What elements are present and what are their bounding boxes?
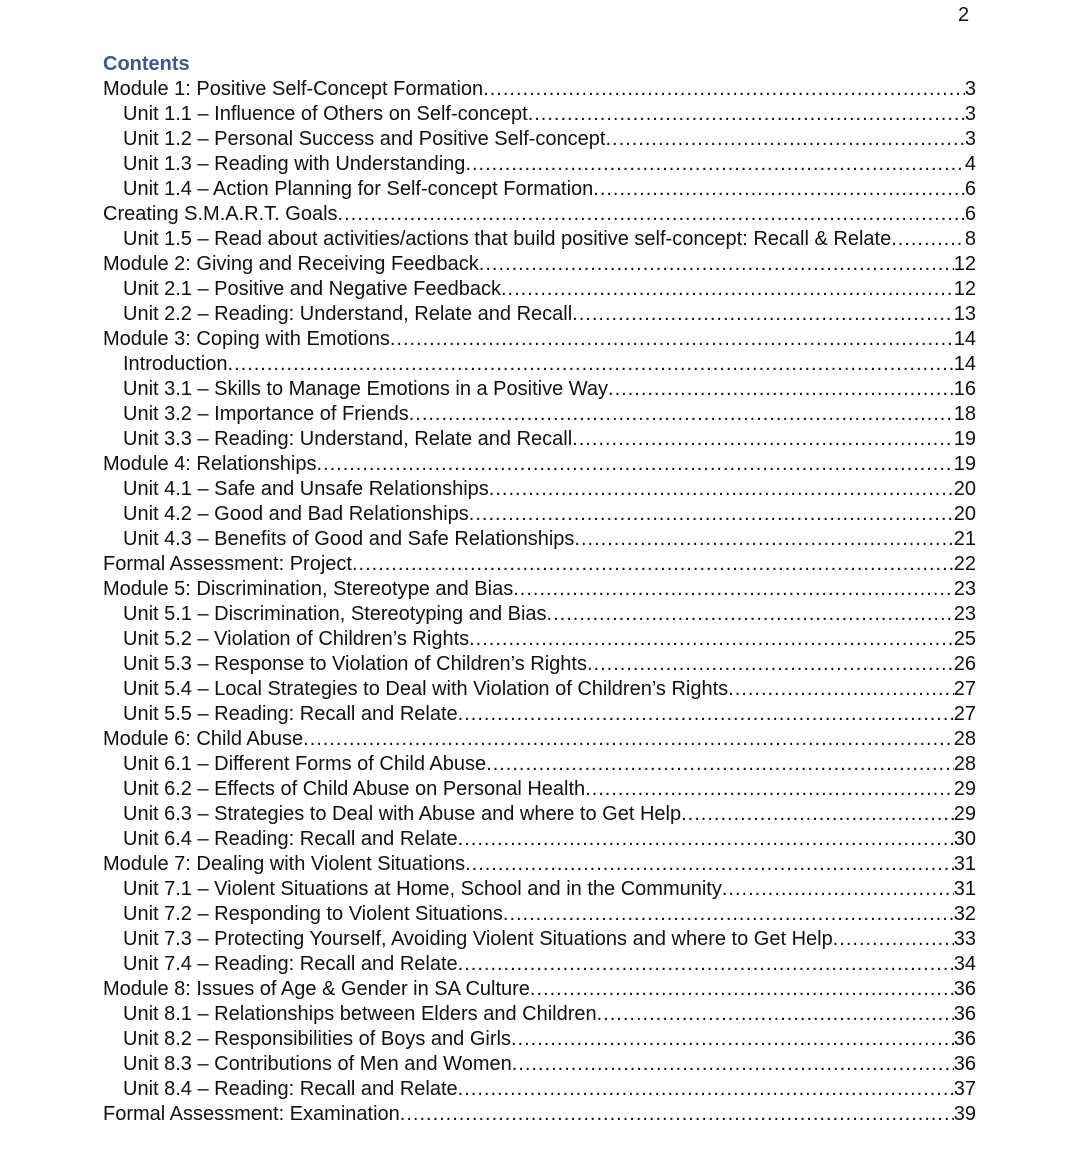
toc-dot-leader [574,527,953,552]
toc-unit-entry[interactable] [103,527,976,552]
toc-dot-leader [316,452,953,477]
toc-entry-page: 29 [953,778,976,800]
toc-entry-page: 3 [964,103,976,125]
toc-entry-page: 12 [953,253,976,275]
toc-dot-leader [501,277,954,302]
toc-unit-entry[interactable] [103,677,976,702]
toc-dot-leader [503,902,954,927]
toc-entry-page: 36 [953,1053,976,1075]
toc-unit-entry[interactable] [103,1077,976,1102]
toc-entry-title: Introduction [123,353,228,375]
toc-entry-title: Unit 7.1 – Violent Situations at Home, School and in the Community [123,878,722,900]
toc-entry-page: 12 [953,278,976,300]
toc-dot-leader [681,802,954,827]
toc-dot-leader [608,377,954,402]
toc-dot-leader [528,102,965,127]
toc-entry-title: Module 6: Child Abuse [103,728,304,750]
toc-entry-title: Unit 7.3 – Protecting Yourself, Avoiding Violent Situations and where to Get Help [123,928,833,950]
toc-dot-leader [338,202,965,227]
toc-entry-title: Unit 8.2 – Responsibilities of Boys and Girls [123,1028,511,1050]
toc-dot-leader [400,1102,954,1127]
toc-entry-page: 14 [953,328,976,350]
toc-entry-title: Unit 1.4 – Action Planning for Self-concept Formation [123,178,594,200]
toc-unit-entry[interactable] [103,802,976,827]
toc-dot-leader [409,402,954,427]
toc-unit-entry[interactable] [103,302,976,327]
toc-entry-title: Unit 4.1 – Safe and Unsafe Relationships [123,478,489,500]
toc-unit-entry[interactable] [103,127,976,152]
toc-entry-title: Unit 7.4 – Reading: Recall and Relate [123,953,458,975]
toc-entry-page: 30 [953,828,976,850]
toc-entry-title: Unit 4.3 – Benefits of Good and Safe Relationships [123,528,575,550]
toc-entry-page: 20 [953,478,976,500]
toc-dot-leader [458,1077,954,1102]
toc-entry-title: Unit 1.5 – Read about activities/actions that build positive self-concept: Recall & Relate [123,228,892,250]
toc-entry-title: Unit 8.1 – Relationships between Elders and Children [123,1003,597,1025]
toc-module-entry[interactable] [103,452,976,477]
toc-module-entry[interactable] [103,202,976,227]
table-of-contents [103,77,976,1127]
toc-entry-page: 18 [953,403,976,425]
toc-entry-page: 39 [953,1103,976,1125]
toc-dot-leader [303,727,954,752]
toc-entry-page: 22 [953,553,976,575]
toc-dot-leader [722,877,954,902]
toc-entry-title: Unit 1.1 – Influence of Others on Self-concept [123,103,528,125]
toc-dot-leader [833,927,954,952]
toc-unit-entry[interactable] [103,652,976,677]
toc-dot-leader [547,602,954,627]
toc-entry-title: Module 3: Coping with Emotions [103,328,390,350]
toc-unit-entry[interactable] [103,502,976,527]
toc-entry-page: 4 [964,153,976,175]
toc-entry-page: 23 [953,578,976,600]
toc-dot-leader [458,952,954,977]
toc-unit-entry[interactable] [103,952,976,977]
toc-module-entry[interactable] [103,327,976,352]
toc-dot-leader [228,352,954,377]
toc-unit-entry[interactable] [103,277,976,302]
toc-unit-entry[interactable] [103,377,976,402]
toc-entry-page: 32 [953,903,976,925]
toc-unit-entry[interactable] [103,227,976,252]
toc-entry-page: 28 [953,753,976,775]
toc-module-entry[interactable] [103,77,976,102]
toc-dot-leader [458,702,954,727]
toc-entry-title: Unit 8.4 – Reading: Recall and Relate [123,1078,458,1100]
toc-dot-leader [479,252,954,277]
toc-module-entry[interactable] [103,252,976,277]
toc-entry-page: 25 [953,628,976,650]
toc-dot-leader [469,627,954,652]
toc-entry-page: 36 [953,1028,976,1050]
toc-entry-title: Unit 7.2 – Responding to Violent Situations [123,903,503,925]
toc-module-entry[interactable] [103,552,976,577]
toc-dot-leader [572,427,954,452]
toc-entry-page: 31 [953,878,976,900]
toc-entry-page: 36 [953,978,976,1000]
toc-dot-leader [469,502,954,527]
toc-entry-title: Formal Assessment: Examination [103,1103,400,1125]
toc-entry-page: 31 [953,853,976,875]
toc-entry-page: 19 [953,453,976,475]
toc-dot-leader [572,302,954,327]
toc-entry-page: 6 [964,178,976,200]
toc-entry-title: Unit 5.3 – Response to Violation of Children’s Rights [123,653,587,675]
toc-entry-page: 13 [953,303,976,325]
toc-unit-entry[interactable] [103,827,976,852]
toc-dot-leader [483,77,965,102]
toc-entry-page: 23 [953,603,976,625]
toc-unit-entry[interactable] [103,627,976,652]
toc-unit-entry[interactable] [103,777,976,802]
toc-entry-title: Unit 5.5 – Reading: Recall and Relate [123,703,458,725]
toc-unit-entry[interactable] [103,877,976,902]
toc-dot-leader [511,1027,954,1052]
toc-unit-entry[interactable] [103,477,976,502]
toc-entry-title: Creating S.M.A.R.T. Goals [103,203,338,225]
toc-entry-title: Unit 6.4 – Reading: Recall and Relate [123,828,458,850]
toc-dot-leader [728,677,954,702]
toc-unit-entry[interactable] [103,602,976,627]
toc-dot-leader [605,127,964,152]
toc-entry-title: Module 4: Relationships [103,453,317,475]
toc-unit-entry[interactable] [103,752,976,777]
toc-entry-title: Module 7: Dealing with Violent Situations [103,853,466,875]
toc-entry-page: 16 [953,378,976,400]
toc-entry-title: Unit 2.2 – Reading: Understand, Relate and Recall [123,303,573,325]
toc-unit-entry[interactable] [103,427,976,452]
toc-entry-title: Formal Assessment: Project [103,553,352,575]
toc-entry-title: Module 5: Discrimination, Stereotype and Bias [103,578,514,600]
toc-unit-entry[interactable] [103,1002,976,1027]
toc-entry-title: Unit 5.1 – Discrimination, Stereotyping and Bias [123,603,547,625]
toc-entry-page: 37 [953,1078,976,1100]
toc-module-entry[interactable] [103,727,976,752]
toc-dot-leader [465,852,954,877]
toc-module-entry[interactable] [103,577,976,602]
toc-entry-page: 21 [953,528,976,550]
toc-entry-title: Unit 6.1 – Different Forms of Child Abuse [123,753,487,775]
toc-entry-title: Unit 6.3 – Strategies to Deal with Abuse and where to Get Help [123,803,682,825]
toc-dot-leader [458,827,954,852]
toc-entry-page: 19 [953,428,976,450]
toc-entry-title: Unit 3.2 – Importance of Friends [123,403,409,425]
toc-unit-entry[interactable] [103,927,976,952]
toc-entry-title: Unit 1.2 – Personal Success and Positive Self-concept [123,128,606,150]
toc-entry-page: 27 [953,703,976,725]
toc-entry-page: 29 [953,803,976,825]
toc-dot-leader [513,577,954,602]
toc-entry-title: Unit 2.1 – Positive and Negative Feedback [123,278,501,300]
toc-entry-page: 26 [953,653,976,675]
toc-dot-leader [390,327,954,352]
toc-entry-title: Unit 5.4 – Local Strategies to Deal with Violation of Children’s Rights [123,678,729,700]
toc-unit-entry[interactable] [103,177,976,202]
toc-dot-leader [587,652,954,677]
toc-entry-title: Unit 3.1 – Skills to Manage Emotions in a Positive Way [123,378,609,400]
toc-entry-title: Unit 3.3 – Reading: Understand, Relate and Recall [123,428,573,450]
toc-entry-title: Module 1: Positive Self-Concept Formation [103,78,484,100]
toc-dot-leader [530,977,954,1002]
toc-entry-page: 20 [953,503,976,525]
toc-dot-leader [486,752,954,777]
page-number: 2 [958,4,970,26]
toc-entry-title: Unit 4.2 – Good and Bad Relationships [123,503,469,525]
toc-entry-title: Unit 8.3 – Contributions of Men and Women [123,1053,512,1075]
toc-entry-title: Unit 5.2 – Violation of Children’s Rights [123,628,470,650]
toc-unit-entry[interactable] [103,352,976,377]
toc-module-entry[interactable] [103,852,976,877]
toc-unit-entry[interactable] [103,152,976,177]
toc-unit-entry[interactable] [103,402,976,427]
toc-dot-leader [593,177,965,202]
toc-entry-page: 6 [964,203,976,225]
toc-entry-page: 36 [953,1003,976,1025]
toc-entry-page: 3 [964,78,976,100]
toc-entry-page: 33 [953,928,976,950]
toc-dot-leader [489,477,954,502]
toc-dot-leader [352,552,954,577]
toc-unit-entry[interactable] [103,1052,976,1077]
toc-entry-page: 8 [964,228,976,250]
toc-dot-leader [512,1052,954,1077]
toc-entry-page: 14 [953,353,976,375]
toc-unit-entry[interactable] [103,902,976,927]
toc-dot-leader [465,152,964,177]
toc-dot-leader [891,227,965,252]
toc-entry-title: Module 8: Issues of Age & Gender in SA Culture [103,978,530,1000]
toc-entry-page: 27 [953,678,976,700]
toc-unit-entry[interactable] [103,702,976,727]
toc-entry-page: 3 [964,128,976,150]
toc-entry-title: Module 2: Giving and Receiving Feedback [103,253,479,275]
toc-dot-leader [597,1002,954,1027]
toc-module-entry[interactable] [103,1102,976,1127]
toc-entry-page: 34 [953,953,976,975]
toc-heading: Contents [103,53,190,75]
toc-unit-entry[interactable] [103,102,976,127]
toc-entry-title: Unit 6.2 – Effects of Child Abuse on Personal Health [123,778,586,800]
toc-entry-page: 28 [953,728,976,750]
toc-unit-entry[interactable] [103,1027,976,1052]
toc-module-entry[interactable] [103,977,976,1002]
toc-entry-title: Unit 1.3 – Reading with Understanding [123,153,466,175]
toc-dot-leader [585,777,954,802]
